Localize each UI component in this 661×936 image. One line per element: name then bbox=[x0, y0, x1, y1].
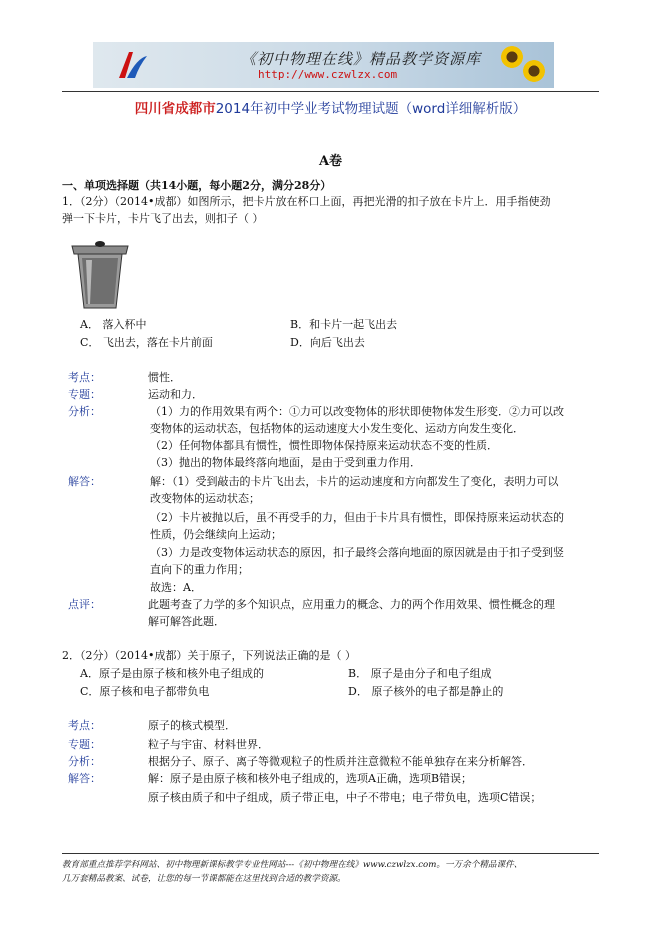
q1-label-fenxi: 分析： bbox=[68, 405, 101, 418]
q2-jieda-line2: 原子核由质子和中子组成，质子带正电，中子不带电；电子带负电，选项C错误； bbox=[148, 791, 542, 804]
banner-title: 《初中物理在线》精品教学资源库 bbox=[241, 50, 482, 68]
q1-option-a: A． 落入杯中 bbox=[80, 318, 147, 331]
sunflower-icon bbox=[501, 46, 523, 68]
q2-option-d: D． 原子核外的电子都是静止的 bbox=[348, 685, 504, 698]
q1-dianping-line1: 此题考查了力学的多个知识点，应用重力的概念、力的两个作用效果、惯性概念的理 bbox=[148, 598, 555, 611]
header-banner bbox=[93, 42, 554, 88]
q2-label-fenxi: 分析： bbox=[68, 755, 101, 768]
document-title-region: 四川省成都市 bbox=[134, 101, 216, 117]
q1-fenxi-line2: 变物体的运动状态，包括物体的运动速度大小发生变化、运动方向发生变化． bbox=[150, 422, 524, 435]
page-footer bbox=[62, 858, 522, 886]
q2-label-zhuanti: 专题： bbox=[68, 738, 101, 751]
q2-fenxi: 根据分子、原子、离子等微观粒子的性质并注意微粒不能单独存在来分析解答． bbox=[148, 755, 533, 768]
q2-zhuanti: 粒子与宇宙、材料世界． bbox=[148, 738, 269, 751]
q1-label-kaodian: 考点： bbox=[68, 371, 101, 384]
q1-jieda-line6: 直向下的重力作用； bbox=[150, 563, 249, 576]
q2-jieda-line1: 解：原子是由原子核和核外电子组成的，选项A正确，选项B错误； bbox=[148, 772, 473, 785]
logo-icon bbox=[115, 48, 149, 82]
q1-fenxi-line1: （1）力的作用效果有两个：①力可以改变物体的形状即使物体发生形变．②力可以改 bbox=[150, 405, 564, 418]
q1-kaodian: 惯性． bbox=[148, 371, 181, 384]
banner-url[interactable]: http://www.czwlzx.com bbox=[258, 68, 398, 81]
q2-label-kaodian: 考点： bbox=[68, 719, 101, 732]
volume-heading: A卷 bbox=[318, 154, 343, 169]
document-title-text: 2014年初中学业考试物理试题（word详细解析版） bbox=[215, 101, 527, 117]
section-heading: 一、单项选择题（共14小题，每小题2分，满分28分） bbox=[62, 179, 332, 192]
q2-option-a: A．原子是由原子核和核外电子组成的 bbox=[80, 667, 264, 680]
q1-jieda-line3: （2）卡片被抛以后，虽不再受手的力，但由于卡片具有惯性，即保持原来运动状态的 bbox=[150, 511, 564, 524]
q1-option-d: D．向后飞出去 bbox=[290, 336, 365, 349]
q1-jieda-line1: 解：（1）受到敲击的卡片飞出去，卡片的运动速度和方向都发生了变化，表明力可以 bbox=[150, 475, 559, 488]
cup-with-card-figure bbox=[70, 238, 130, 312]
sunflower-icon bbox=[523, 60, 545, 82]
q2-kaodian: 原子的核式模型． bbox=[148, 719, 236, 732]
header-divider bbox=[62, 91, 599, 92]
q1-fenxi-line4: （3）抛出的物体最终落向地面，是由于受到重力作用． bbox=[150, 456, 421, 469]
q1-label-zhuanti: 专题： bbox=[68, 388, 101, 401]
q1-zhuanti: 运动和力． bbox=[148, 388, 203, 401]
document-title bbox=[0, 97, 661, 117]
q1-dianping-line2: 解可解答此题． bbox=[148, 615, 225, 628]
q1-label-jieda: 解答： bbox=[68, 475, 101, 488]
q2-option-b: B． 原子是由分子和电子组成 bbox=[348, 667, 492, 680]
footer-line2: 几万套精品教案、试卷，让您的每一节课都能在这里找到合适的教学资源。 bbox=[62, 874, 346, 884]
q1-jieda-line5: （3）力是改变物体运动状态的原因，扣子最终会落向地面的原因就是由于扣子受到竖 bbox=[150, 546, 564, 559]
footer-line1: 教育部重点推荐学科网站、初中物理新课标教学专业性网站---《初中物理在线》www.czwlzx.com。一万余个精品课件、 bbox=[62, 860, 523, 870]
q2-label-jieda: 解答： bbox=[68, 772, 101, 785]
q1-jieda-line2: 改变物体的运动状态； bbox=[150, 492, 260, 505]
q1-stem-line1: 1．（2分）（2014•成都）如图所示，把卡片放在杯口上面，再把光滑的扣子放在卡片上．用手指使劲 bbox=[62, 195, 551, 208]
footer-divider bbox=[62, 853, 599, 854]
q1-label-dianping: 点评： bbox=[68, 598, 101, 611]
q1-option-b: B．和卡片一起飞出去 bbox=[290, 318, 398, 331]
q2-option-c: C．原子核和电子都带负电 bbox=[80, 685, 210, 698]
q1-jieda-line7: 故选：A． bbox=[150, 581, 202, 594]
q1-option-c: C． 飞出去，落在卡片前面 bbox=[80, 336, 213, 349]
q1-fenxi-line3: （2）任何物体都具有惯性，惯性即物体保持原来运动状态不变的性质． bbox=[150, 439, 498, 452]
q1-jieda-line4: 性质，仍会继续向上运动； bbox=[150, 528, 282, 541]
q1-stem-line2: 弹一下卡片，卡片飞了出去，则扣子（ ） bbox=[62, 212, 264, 225]
q2-stem: 2．（2分）（2014•成都）关于原子，下列说法正确的是（ ） bbox=[62, 649, 356, 662]
